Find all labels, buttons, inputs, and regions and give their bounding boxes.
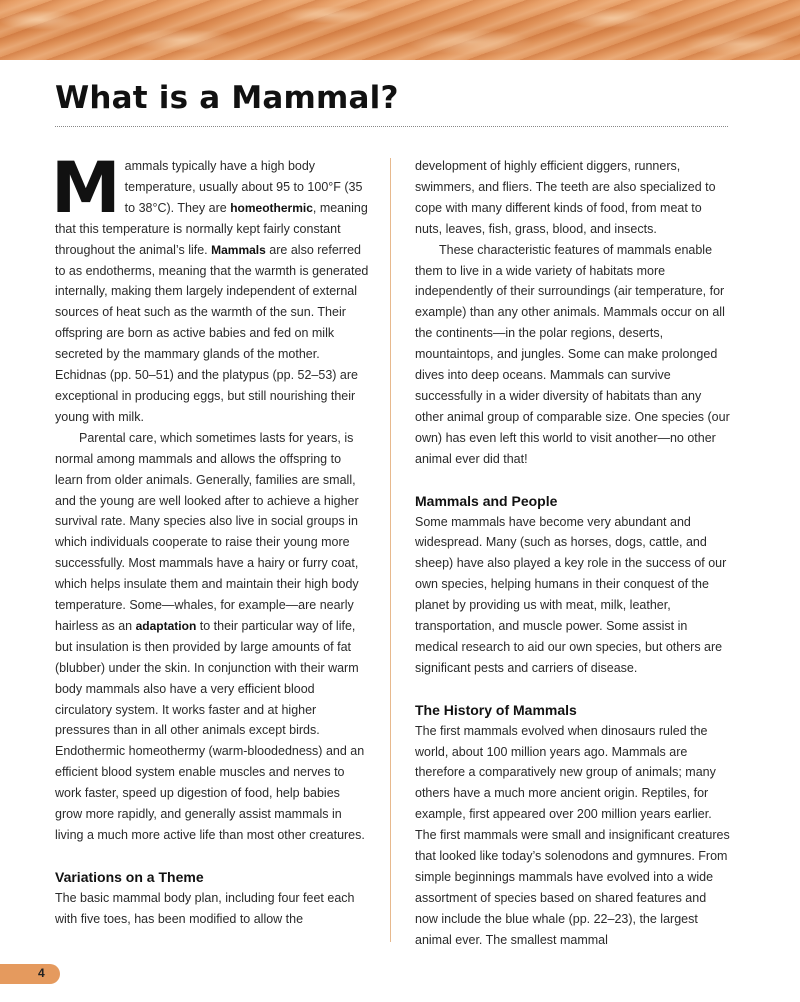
glossary-term-mammals[interactable]: Mammals	[211, 242, 266, 257]
glossary-term-adaptation[interactable]: adaptation	[135, 618, 197, 633]
right-column	[415, 156, 730, 951]
continued-paragraph: development of highly efficient diggers, runners, swimmers, and fliers. The teeth are also specialized to cope with many different kinds of food, from meat to nuts, leaves, fish, grass, blood, and insects.	[415, 159, 716, 236]
title-dotted-rule	[55, 126, 728, 127]
column-divider	[390, 158, 391, 942]
section-heading-variations: Variations on a Theme	[55, 868, 204, 885]
section-heading-mammals-and-people: Mammals and People	[415, 492, 558, 509]
history-paragraph: The first mammals evolved when dinosaurs ruled the world, about 100 million years ago. Mammals are therefore a comparatively new group of animals; many others have a much more ancient origin. Reptiles, for example, first appeared over 200 million years earlier. The first mammals were small and insignificant creatures that looked like today’s solenodons and gymnures. From simple beginnings mammals have evolved into a wide assortment of species based on shared features and now include the blue whale (pp. 22–23), the largest animal ever. The smallest mammal	[415, 723, 730, 947]
page-title: What is a Mammal?	[55, 80, 399, 116]
page-number-tab	[0, 964, 60, 984]
header-banner-fur-texture	[0, 0, 800, 60]
mammals-and-people-paragraph: Some mammals have become very abundant and widespread. Many (such as horses, dogs, cattle, and sheep) have also played a key role in the success of our own species, helping humans in their conquest of the planet by providing us with meat, milk, leather, transportation, and muscle power. Some assist in medical research to aid our own species, but others are significant pests and carriers of disease.	[415, 514, 727, 675]
section-heading-history: The History of Mammals	[415, 701, 577, 718]
parental-care-paragraph: Parental care, which sometimes lasts for years, is normal among mammals and allows the offspring to learn from older animals. Generally, families are small, and the young are well looked after to achieve a higher survival rate. Many species also live in social groups in which individuals cooperate to raise their young more successfully. Most mammals have a hairy or furry coat, which helps insulate them and maintain their high body temperature. Some—whales, for example—are nearly hairless as an adaptation to their particular way of life, but insulation is then provided by large amounts of fat (blubber) under the skin. In conjunction with their warm body mammals also have a very efficient blood circulatory system. It works faster and at higher pressures than in all other animals except birds. Endothermic homeothermy (warm-bloodedness) and an efficient blood system enable muscles and nerves to work faster, speed up digestion of food, help babies grow more rapidly, and generally assist mammals in living a much more active life than most other creatures.	[55, 430, 365, 842]
habitats-paragraph: These characteristic features of mammals enable them to live in a wide variety of habitats more independently of their surroundings (air temperature, for example) than any other animals. Mammals occur on all the continents—in the polar regions, deserts, mountaintops, and jungles. Some can make prolonged dives into deep oceans. Mammals can survive successfully in a wider diversity of habitats than any other animal group of comparable size. One species (our own) has even left this world to visit another—no other animal ever did that!	[415, 242, 730, 466]
glossary-term-homeothermic[interactable]: homeothermic	[230, 200, 313, 215]
drop-cap: M	[51, 147, 121, 229]
page-number: 4	[38, 966, 45, 980]
left-column	[51, 147, 370, 930]
variations-paragraph: The basic mammal body plan, including four feet each with five toes, has been modified to allow the	[55, 890, 355, 926]
intro-paragraph: Mammals typically have a high body temperature, usually about 95 to 100°F (35 to 38°C). They are homeothermic, meaning that this temperature is normally kept fairly constant throughout the animal’s life. Mammals are also referred to as endotherms, meaning that the warmth is generated internally, making them largely independent of external sources of heat such as the warmth of the sun. Their offspring are born as active babies and fed on milk secreted by the mammary glands of the mother. Echidnas (pp. 50–51) and the platypus (pp. 52–53) are exceptional in producing eggs, but still nourishing their young with milk.	[51, 147, 369, 424]
